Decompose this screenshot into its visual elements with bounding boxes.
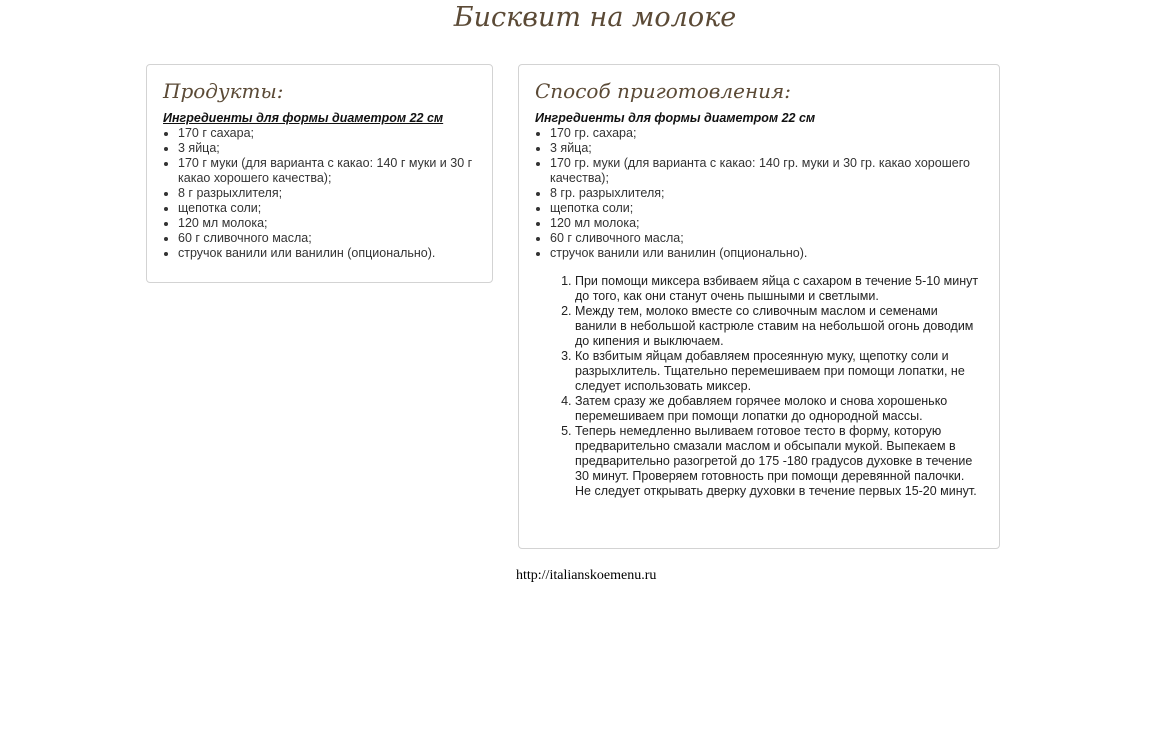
step-item: 2. Между тем, молоко вместе со сливочным маслом и семенами ванили в небольшой кастрюле ставим на небольшой огонь доводим до кипения и выключаем. [575, 304, 984, 349]
list-item: • 8 г разрыхлителя; [178, 186, 477, 201]
step-item: 1. При помощи миксера взбиваем яйца с сахаром в течение 5-10 минут до того, как они станут очень пышными и светлыми. [575, 274, 984, 304]
list-item: • 120 мл молока; [178, 216, 477, 231]
site-link[interactable]: http://italianskoemenu.ru [516, 568, 657, 583]
list-item: • щепотка соли; [178, 201, 477, 216]
page-title: Бисквит на молоке [453, 2, 737, 33]
list-item: • 120 мл молока; [550, 216, 984, 231]
step-item: 4. Затем сразу же добавляем горячее молоко и снова хорошенько перемешиваем при помощи лопатки до однородной массы. [575, 394, 984, 424]
list-item: • 60 г сливочного масла; [178, 231, 477, 246]
list-item: • 8 гр. разрыхлителя; [550, 186, 984, 201]
list-item: • 170 гр. сахара; [550, 126, 984, 141]
products-subheading: Ингредиенты для формы диаметром 22 см [163, 111, 444, 125]
list-item: • стручок ванили или ванилин (опционально). [178, 246, 477, 261]
list-item: • 3 яйца; [178, 141, 477, 156]
list-item: • 3 яйца; [550, 141, 984, 156]
method-card [518, 64, 1000, 549]
method-heading: Способ приготовления: [535, 79, 791, 103]
list-item: • 60 г сливочного масла; [550, 231, 984, 246]
step-item: 5. Теперь немедленно выливаем готовое тесто в форму, которую предварительно смазали маслом и обсыпали мукой. Выпекаем в предварительно разогретой до 175 -180 градусов духовке в течение 30 минут. Проверяем готовность при помощи деревянной палочки. Не следует открывать дверку духовки в течение первых 15-20 минут. [575, 424, 984, 499]
products-ingredient-list [163, 126, 477, 261]
step-item: 3. Ко взбитым яйцам добавляем просеянную муку, щепотку соли и разрыхлитель. Тщательно перемешиваем при помощи лопатки, не следует использовать миксер. [575, 349, 984, 394]
method-ingredient-list [535, 126, 984, 261]
products-card [146, 64, 493, 283]
list-item: • 170 г муки (для варианта с какао: 140 г муки и 30 г какао хорошего качества); [178, 156, 477, 186]
list-item: • щепотка соли; [550, 201, 984, 216]
method-subheading: Ингредиенты для формы диаметром 22 см [535, 111, 816, 125]
list-item: • 170 гр. муки (для варианта с какао: 140 гр. муки и 30 гр. какао хорошего качества); [550, 156, 984, 186]
products-heading: Продукты: [163, 79, 284, 103]
method-step-list [535, 274, 984, 499]
list-item: • 170 г сахара; [178, 126, 477, 141]
list-item: • стручок ванили или ванилин (опционально). [550, 246, 984, 261]
